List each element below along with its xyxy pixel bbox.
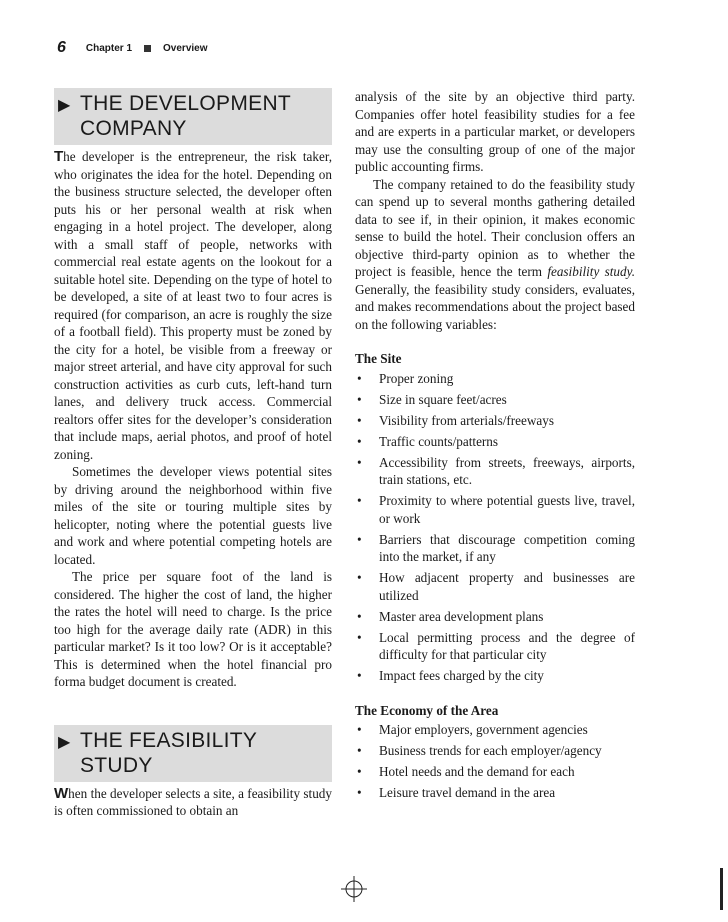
list-item bbox=[355, 492, 635, 527]
list-item bbox=[355, 763, 635, 781]
bullet-icon: • bbox=[357, 454, 362, 470]
paragraph: The price per square foot of the land is considered. The higher the cost of land, the higher the rates the hotel will need to charge. Is the price too high for the average daily rate (ADR) in this particular market? Is it too low? Or is it acceptable? This is determined when the hotel financial pro forma budget document is created. bbox=[54, 569, 332, 689]
bullet-icon: • bbox=[357, 743, 362, 758]
right-column bbox=[355, 88, 635, 805]
economy-list bbox=[355, 721, 635, 802]
list-item-text: Traffic counts/patterns bbox=[379, 433, 499, 449]
list-item-text: Hotel needs and the demand for each bbox=[379, 764, 575, 779]
list-item bbox=[355, 784, 635, 802]
bullet-icon: • bbox=[357, 391, 362, 407]
heading-development-company bbox=[54, 88, 332, 145]
paragraph bbox=[54, 785, 332, 820]
paragraph-text: Generally, the feasibility study considers, evaluates, and makes recommendations about the project based on the following variables: bbox=[355, 281, 635, 332]
bullet-icon: • bbox=[357, 785, 362, 800]
list-item bbox=[355, 608, 635, 626]
paragraph bbox=[54, 148, 332, 463]
chapter-label: Chapter 1 bbox=[85, 42, 133, 54]
list-item-text: Major employers, government agencies bbox=[379, 722, 588, 737]
list-item bbox=[355, 721, 635, 739]
site-list bbox=[355, 370, 635, 685]
subheading-economy: The Economy of the Area bbox=[355, 702, 499, 718]
crop-mark bbox=[720, 868, 723, 910]
list-item bbox=[355, 454, 635, 489]
paragraph: Sometimes the developer views potential sites by driving around the neighborhood within five miles of the site or touring multiple sites by helicopter, noting where the potential guests live and work and where potential competing hotels are located. bbox=[54, 464, 332, 567]
bullet-icon: • bbox=[357, 370, 362, 386]
heading-feasibility-study bbox=[54, 725, 332, 782]
bullet-icon: • bbox=[357, 608, 362, 624]
paragraph-text: he developer is the entrepreneur, the risk taker, who originates the idea for the hotel. Depending on the business structure selected, the developer often puts his or her personal wealth at risk when engaging in a hotel project. The developer, along with a small staff of people, networks with commercial real estate agents on the lookout for a suitable hotel site. Depending on the type of hotel to be developed, a site of at least two to four acres is required (for comparison, an acre is roughly the size of a football field). This property must be zoned by the city for a hotel, be visible from a freeway or major street arterial, and have city approval for such construction activities as curb cuts, left-hand turn lanes, and delivery truck access. Commercial realtors offer sites for the developer’s consideration that include maps, aerial photos, and proof of hotel zoning. bbox=[54, 149, 332, 462]
bullet-icon: • bbox=[357, 668, 362, 683]
list-item-text: Proximity to where potential guests live, travel, or work bbox=[379, 493, 635, 526]
triangle-right-icon: ▶ bbox=[58, 733, 71, 751]
list-item-text: Proper zoning bbox=[379, 370, 454, 386]
list-item bbox=[355, 667, 635, 685]
list-item-text: Local permitting process and the degree of difficulty for that particular city bbox=[379, 629, 635, 662]
paragraph bbox=[355, 176, 635, 334]
list-item bbox=[355, 531, 635, 566]
heading-text: THE DEVELOPMENT COMPANY bbox=[80, 92, 291, 140]
list-item-text: Business trends for each employer/agency bbox=[379, 743, 602, 758]
paragraph: analysis of the site by an objective third party. Companies offer hotel feasibility studies for a fee and are experts in a particular market, or developers may use the consulting group of one of the major public accounting firms. bbox=[355, 89, 635, 174]
list-item-text: Size in square feet/acres bbox=[379, 391, 507, 407]
bullet-icon: • bbox=[357, 412, 362, 428]
page-number: 6 bbox=[57, 39, 66, 56]
list-item-text: Accessibility from streets, freeways, airports, train stations, etc. bbox=[379, 454, 635, 487]
triangle-right-icon: ▶ bbox=[58, 97, 71, 114]
bullet-icon: • bbox=[357, 493, 362, 508]
list-item bbox=[355, 569, 635, 604]
list-item bbox=[355, 433, 635, 451]
square-separator-icon bbox=[144, 45, 151, 52]
list-item-text: Barriers that discourage competition coming into the market, if any bbox=[379, 531, 635, 564]
bullet-icon: • bbox=[357, 764, 362, 779]
list-item bbox=[355, 629, 635, 664]
drop-cap: T bbox=[54, 148, 64, 165]
subheading-site: The Site bbox=[355, 351, 402, 366]
list-item-text: Master area development plans bbox=[379, 608, 544, 624]
list-item-text: Impact fees charged by the city bbox=[379, 668, 544, 683]
heading-text: THE FEASIBILITY STUDY bbox=[80, 728, 257, 777]
registration-mark-icon bbox=[341, 876, 367, 902]
paragraph-text: hen the developer selects a site, a feasibility study is often commissioned to obtain an bbox=[54, 785, 332, 818]
bullet-icon: • bbox=[357, 570, 362, 585]
drop-cap: W bbox=[54, 784, 69, 802]
list-item bbox=[355, 370, 635, 388]
list-item-text: Visibility from arterials/freeways bbox=[379, 412, 554, 428]
paragraph-text: The company retained to do the feasibility study can spend up to several months gathering detailed data to see if, in their opinion, it makes economic sense to build the hotel. Their conclusion offers an objective third-party opinion as to whether the project is feasible, hence the term bbox=[355, 176, 635, 279]
list-item-text: Leisure travel demand in the area bbox=[379, 785, 556, 800]
list-item-text: How adjacent property and businesses are utilized bbox=[379, 570, 635, 603]
running-head bbox=[57, 38, 208, 58]
bullet-icon: • bbox=[357, 629, 362, 645]
list-item bbox=[355, 412, 635, 430]
bullet-icon: • bbox=[357, 433, 362, 449]
italic-term: feasibility study. bbox=[547, 264, 635, 279]
list-item bbox=[355, 391, 635, 409]
bullet-icon: • bbox=[357, 722, 362, 737]
section-label: Overview bbox=[163, 42, 208, 54]
list-item bbox=[355, 742, 635, 760]
bullet-icon: • bbox=[357, 531, 362, 547]
left-column bbox=[54, 88, 332, 820]
